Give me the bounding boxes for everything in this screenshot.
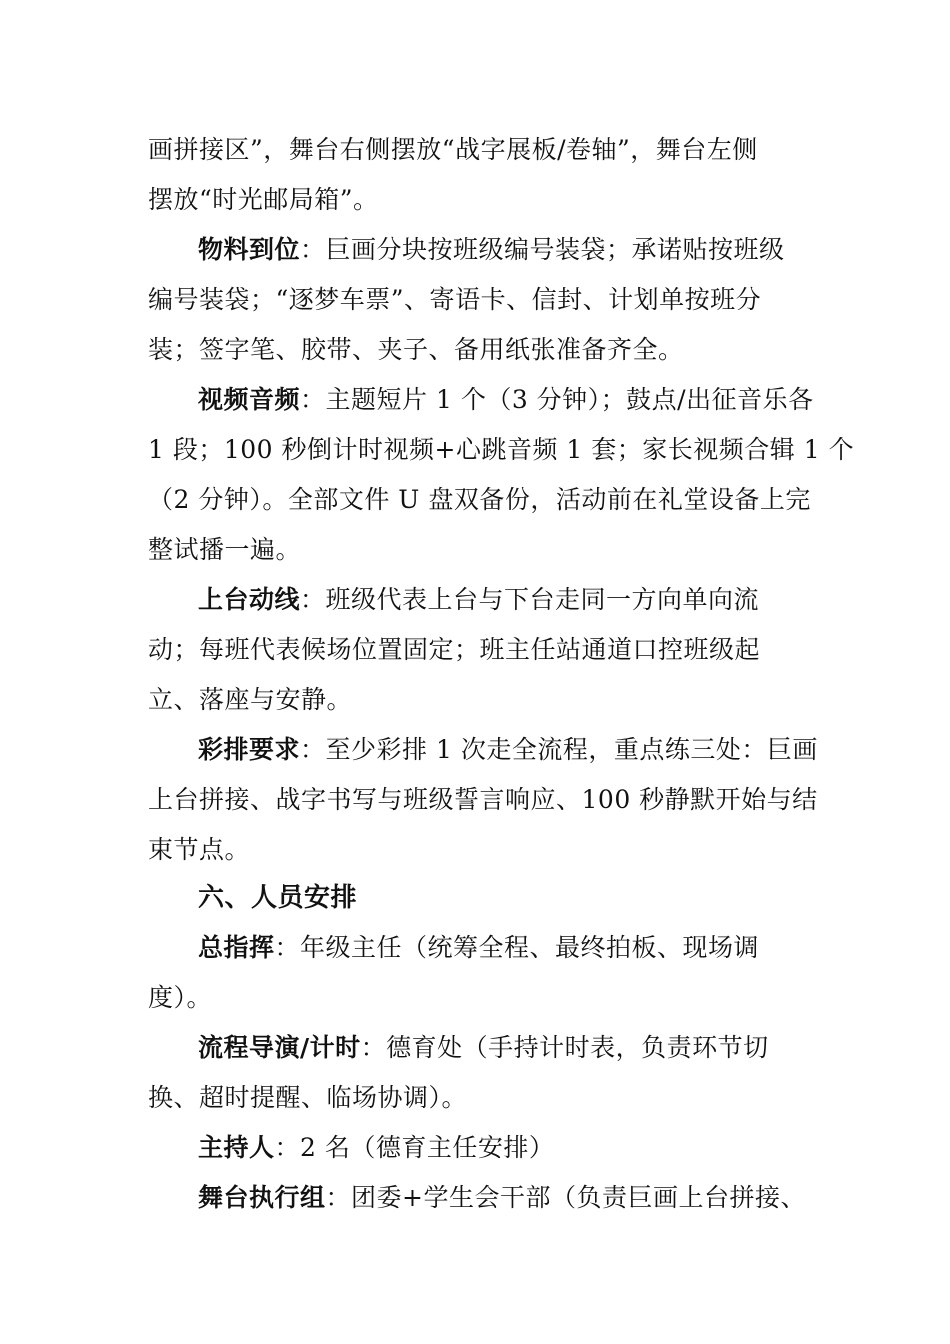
label-av: 视频音频 bbox=[198, 385, 301, 414]
text-line: 立、落座与安静。 bbox=[148, 685, 353, 714]
label-director: 流程导演/计时 bbox=[198, 1033, 361, 1062]
paragraph-commander: 总指挥：年级主任（统筹全程、最终拍板、现场调 bbox=[198, 933, 760, 962]
text-line: 束节点。 bbox=[148, 835, 251, 864]
text-line: 画拼接区”，舞台右侧摆放“战字展板/卷轴”，舞台左侧 bbox=[148, 135, 758, 164]
paragraph-host: 主持人：2 名（德育主任安排） bbox=[198, 1133, 555, 1162]
label-host: 主持人 bbox=[198, 1133, 275, 1162]
label-stage-team: 舞台执行组 bbox=[198, 1183, 326, 1212]
paragraph-materials: 物料到位：巨画分块按班级编号装袋；承诺贴按班级 bbox=[198, 235, 785, 264]
text-line: 装；签字笔、胶带、夹子、备用纸张准备齐全。 bbox=[148, 335, 684, 364]
label-commander: 总指挥 bbox=[198, 933, 275, 962]
text-line: 换、超时提醒、临场协调）。 bbox=[148, 1083, 468, 1112]
text-line: 整试播一遍。 bbox=[148, 535, 302, 564]
text-line: 编号装袋；“逐梦车票”、寄语卡、信封、计划单按班分 bbox=[148, 285, 762, 314]
paragraph-stage-team: 舞台执行组：团委+学生会干部（负责巨画上台拼接、 bbox=[198, 1183, 806, 1212]
paragraph-stage-route: 上台动线：班级代表上台与下台走同一方向单向流 bbox=[198, 585, 760, 614]
label-materials: 物料到位 bbox=[198, 235, 301, 264]
paragraph-av: 视频音频：主题短片 1 个（3 分钟）；鼓点/出征音乐各 bbox=[198, 385, 814, 414]
label-rehearsal: 彩排要求 bbox=[198, 735, 301, 764]
text-line: 动；每班代表候场位置固定；班主任站通道口控班级起 bbox=[148, 635, 761, 664]
paragraph-director: 流程导演/计时：德育处（手持计时表，负责环节切 bbox=[198, 1033, 769, 1062]
label-stage-route: 上台动线 bbox=[198, 585, 301, 614]
paragraph-rehearsal: 彩排要求：至少彩排 1 次走全流程，重点练三处：巨画 bbox=[198, 735, 818, 764]
text-line: （2 分钟）。全部文件 U 盘双备份，活动前在礼堂设备上完 bbox=[148, 485, 811, 514]
text-line: 度）。 bbox=[148, 983, 213, 1012]
text-line: 上台拼接、战字书写与班级誓言响应、100 秒静默开始与结 bbox=[148, 785, 818, 814]
section-heading: 六、人员安排 bbox=[198, 883, 358, 913]
text-line: 摆放“时光邮局箱”。 bbox=[148, 185, 379, 214]
text-line: 1 段；100 秒倒计时视频+心跳音频 1 套；家长视频合辑 1 个 bbox=[148, 435, 855, 464]
